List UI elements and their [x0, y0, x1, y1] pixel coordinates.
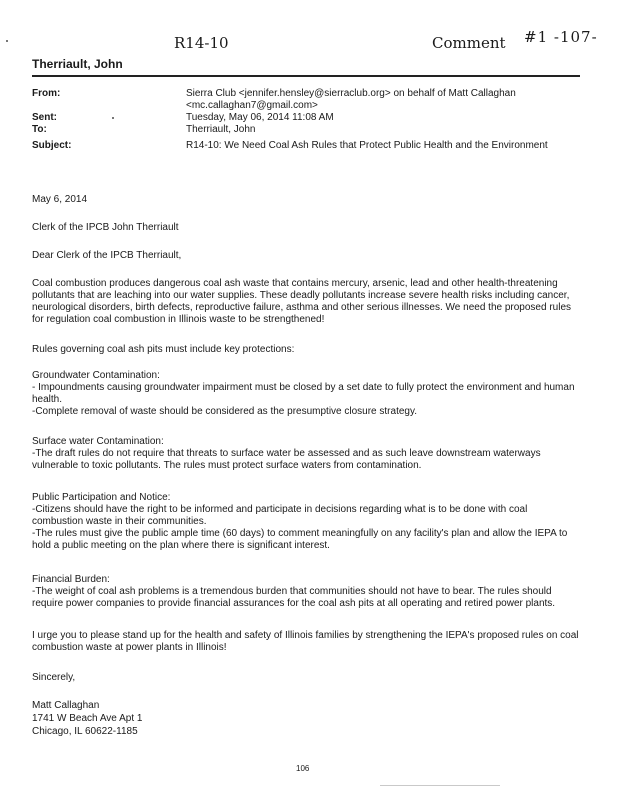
- mailbox-owner-name: Therriault, John: [32, 57, 123, 71]
- signoff: Sincerely,: [32, 672, 76, 683]
- sent-label: Sent:: [32, 112, 57, 123]
- sent-value: Tuesday, May 06, 2014 11:08 AM: [186, 112, 334, 123]
- letter-date: May 6, 2014: [32, 194, 88, 205]
- from-label: From:: [32, 88, 61, 99]
- letter-recipient: Clerk of the IPCB John Therriault: [32, 222, 179, 233]
- address-line-2: Chicago, IL 60622-1185: [32, 726, 138, 737]
- groundwater-section: Groundwater Contamination: - Impoundments causing groundwater impairment must be closed by a set date to fully protect the environment and human health. -Complete removal of waste should be considered as the presumptive closure strategy.: [32, 370, 575, 417]
- signer-name: Matt Callaghan: [32, 700, 100, 711]
- header-divider: [32, 75, 580, 77]
- comment-number-stamp: #1 -107-: [524, 28, 598, 46]
- closing-plea: I urge you to please stand up for the health and safety of Illinois families by strengthening the IEPA's proposed rules on coal combustion waste at power plants in Illinois!: [32, 630, 579, 653]
- intro-paragraph: Coal combustion produces dangerous coal ash waste that contains mercury, arsenic, lead and other health-threatening pollutants that are leaching into our water supplies. These deadly pollutants increase severe health risks including cancer, neurological disorders, birth defects, reproductive failure, asthma and other serious illnesses. We need the proposed rules for regulation coal combustion in Illinois waste to be strengthened!: [32, 278, 571, 325]
- scan-speck: [380, 785, 500, 786]
- subject-value: R14-10: We Need Coal Ash Rules that Protect Public Health and the Environment: [186, 140, 548, 151]
- page-number: 106: [296, 764, 310, 773]
- subject-label: Subject:: [32, 140, 72, 151]
- scan-speck: [112, 117, 114, 119]
- scan-speck: [6, 40, 8, 42]
- from-value: Sierra Club <jennifer.hensley@sierraclub.org> on behalf of Matt Callaghan <mc.callaghan7@gmail.com>: [186, 88, 516, 111]
- protections-line: Rules governing coal ash pits must include key protections:: [32, 344, 295, 355]
- to-label: To:: [32, 124, 47, 135]
- docket-stamp: R14-10: [174, 34, 229, 52]
- financial-burden-section: Financial Burden: -The weight of coal ash problems is a tremendous burden that communities should not have to bear. The rules should require power companies to provide financial assurances for the coal ash pits at all operating and retired power plants.: [32, 574, 556, 609]
- address-line-1: 1741 W Beach Ave Apt 1: [32, 713, 143, 724]
- public-participation-section: Public Participation and Notice: -Citizens should have the right to be informed and participate in decisions regarding what is to be done with coal combustion waste in their communities. -The rules must give the public ample time (60 days) to comment meaningfully on any facility's plan and allow the IEPA to hold a public meeting on the plan where there is significant interest.: [32, 492, 568, 551]
- to-value: Therriault, John: [186, 124, 256, 135]
- surface-water-section: Surface water Contamination: -The draft rules do not require that threats to surface water be assessed and as such leave downstream waterways vulnerable to toxic pollutants. The rules must protect surface waters from contamination.: [32, 436, 541, 471]
- letter-salutation: Dear Clerk of the IPCB Therriault,: [32, 250, 182, 261]
- comment-stamp-label: Comment: [432, 34, 506, 52]
